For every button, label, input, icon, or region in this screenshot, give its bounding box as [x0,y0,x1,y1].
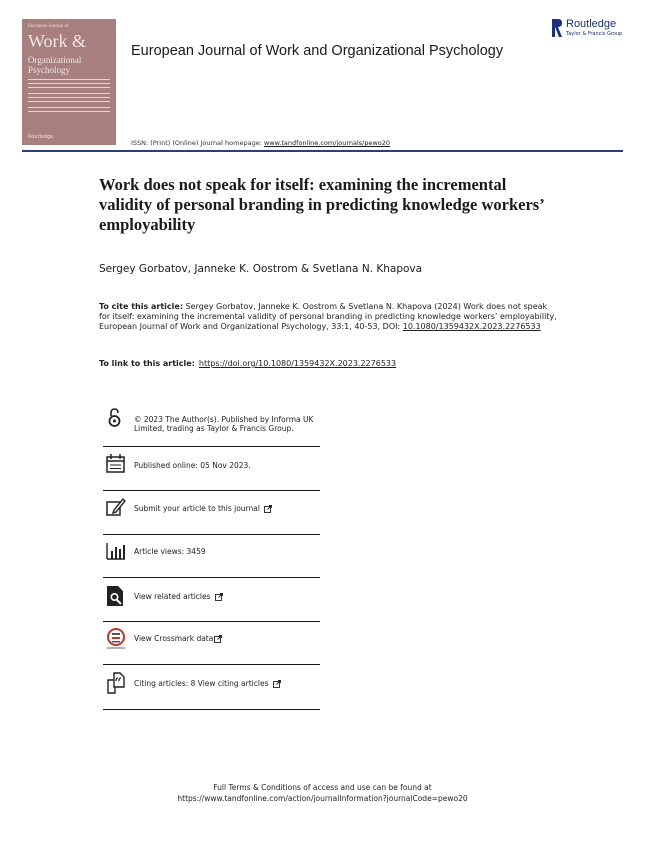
cover-decoration [28,79,110,80]
article-authors: Sergey Gorbatov, Janneke K. Oostrom & Svetlana N. Khapova [99,263,423,275]
article-title: Work does not speak for itself: examining the incremental validity of personal branding in predicting knowledge workers’ employability [99,175,544,234]
cover-bottom-text: Routledge [28,134,54,140]
published-online-item [103,446,320,491]
article-doi-url[interactable]: https://doi.org/10.1080/1359432X.2023.2276533 [198,359,397,368]
article-views-text: Article views: 3459 [134,547,206,556]
issn-text: ISSN: (Print) (Online) Journal homepage: [131,139,262,147]
citation-block [99,302,559,332]
external-link-icon [215,593,223,601]
cite-text: Sergey Gorbatov, Janneke K. Oostrom & Svetlana N. Khapova (2024) Work does not speak for itself: examining the incremental validity of personal branding in predicting knowledge workers’ employability, European Journal of Work and Organizational Psychology, 33:1, 40-53, DOI: [99,302,557,331]
external-link-icon [273,680,281,688]
calendar-icon [105,453,127,475]
published-online-text: Published online: 05 Nov 2023. [134,461,251,470]
journal-cover-image [22,19,116,145]
copyright-text: © 2023 The Author(s). Published by Informa UK Limited, trading as Taylor & Francis Group. [134,415,314,433]
footer-terms-url[interactable]: https://www.tandfonline.com/action/journalInformation?journalCode=pewo20 [177,794,468,803]
open-access-icon [105,407,127,429]
header-divider [22,150,623,152]
citing-articles-icon [105,672,127,694]
journal-title: European Journal of Work and Organizational Psychology [131,43,504,59]
cite-label: To cite this article: [99,302,184,311]
search-document-icon [105,585,127,607]
related-articles-item[interactable] [103,577,320,622]
footer-terms-text: Full Terms & Conditions of access and use can be found at [213,783,432,792]
related-articles-text: View related articles [134,592,211,601]
article-link-line [99,359,396,368]
issn-line [131,139,390,147]
link-label: To link to this article: [99,359,195,368]
submit-article-item[interactable] [103,490,320,535]
crossmark-icon [105,627,127,649]
external-link-icon [214,635,222,643]
external-link-icon [264,505,272,513]
crossmark-text: View Crossmark data [134,634,214,643]
open-access-item [103,407,320,447]
edit-icon [105,496,127,518]
citing-articles-text: Citing articles: 8 View citing articles [134,679,269,688]
crossmark-item[interactable] [103,621,320,665]
publisher-name: Routledge [566,18,617,30]
journal-homepage-link[interactable]: www.tandfonline.com/journals/pewo20 [263,139,391,147]
citing-articles-item[interactable] [103,664,320,710]
footer [0,782,645,804]
submit-article-text: Submit your article to this journal [134,504,260,513]
routledge-logo-icon [550,18,563,38]
cover-small-title: European Journal of [28,24,69,29]
cover-big-title: Work & [28,31,87,51]
bar-chart-icon [105,540,127,562]
publisher-tagline: Taylor & Francis Group [566,31,623,37]
doi-link[interactable]: 10.1080/1359432X.2023.2276533 [402,322,541,331]
article-views-item [103,534,320,578]
cover-sub-title: Organizational Psychology [28,55,82,75]
